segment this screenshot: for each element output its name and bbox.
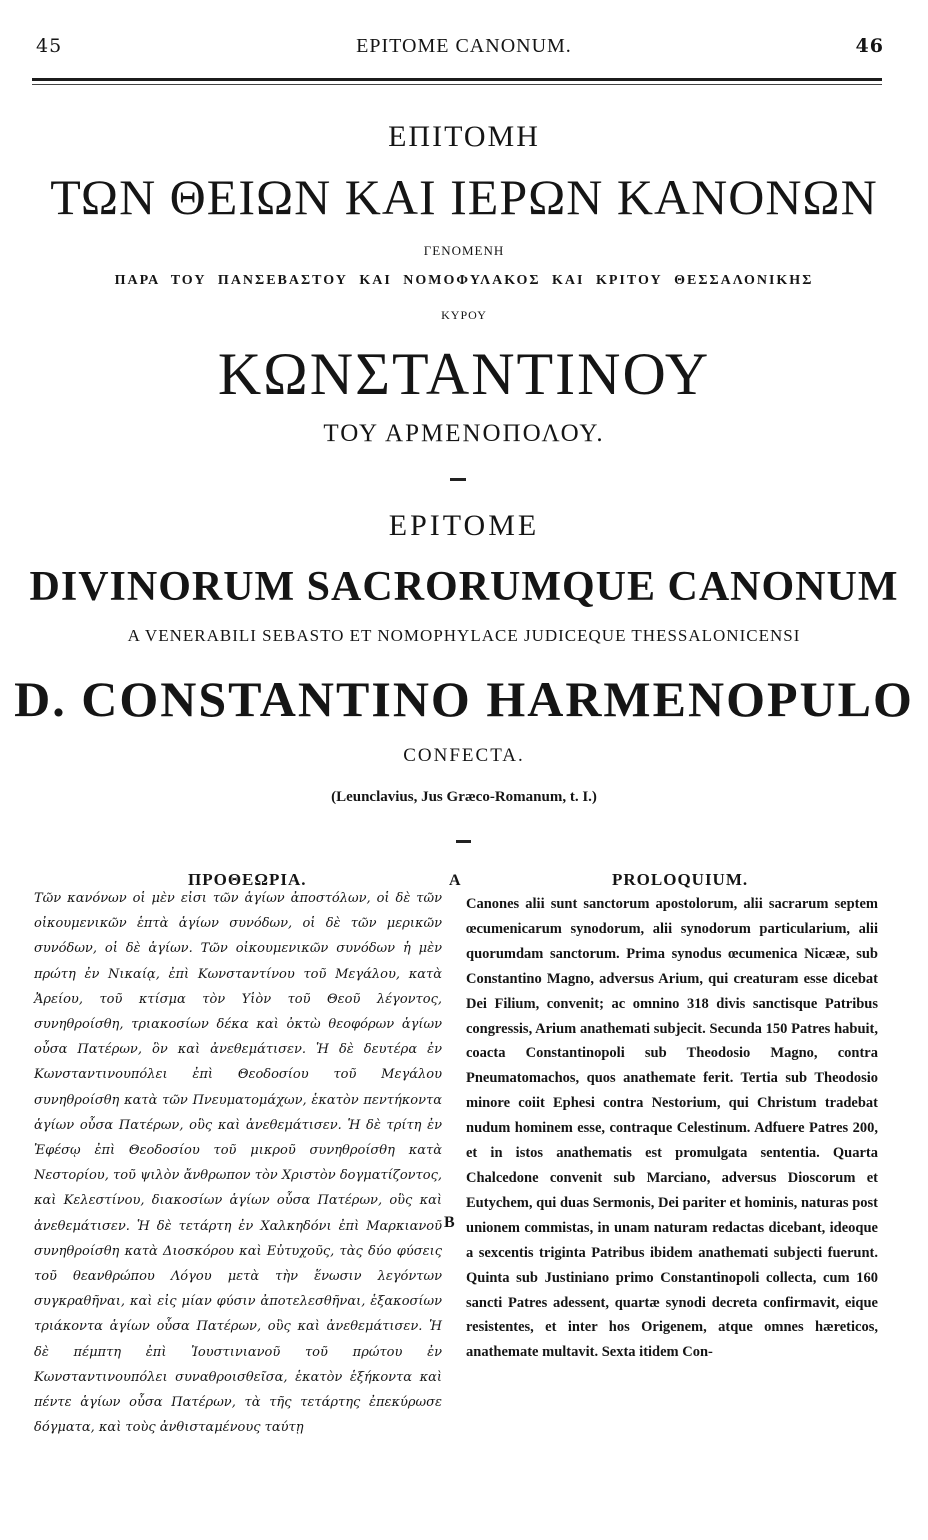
greek-title-main: ΤΩΝ ΘΕΙΩΝ ΚΑΙ ΙΕΡΩΝ ΚΑΝΟΝΩΝ [50,169,878,225]
section-divider [456,840,471,843]
margin-marker-a: A [449,872,461,889]
greek-title-epitome: ΕΠΙΤΟΜΗ [388,120,540,153]
right-page-number: 46 [855,35,884,57]
latin-title-main: DIVINORUM SACRORUMQUE CANONUM [29,564,899,610]
greek-body-text: Τῶν κανόνων οἱ μὲν εἰσι τῶν ἁγίων ἀποστόλων, οἱ δὲ τῶν οἰκουμενικῶν ἑπτὰ ἁγίων συνόδων, οἱ δὲ τῶν μερικῶν συνόδων, οἱ δὲ ἁγίων. Τῶν οἰκουμενικῶν συνόδων ἡ μὲν πρώτη ἐν Νικαίᾳ, ἐπὶ Κωνσταντίνου τοῦ Μεγάλου, κατὰ Ἀρείου, τοῦ κτίσμα τὸν Υἱὸν τοῦ Θεοῦ λέγοντος, συνηθροίσθη, τριακοσίων δέκα καὶ ὀκτὼ θεοφόρων ἁγίων οὖσα Πατέρων, ὃν καὶ ἀνεθεμάτισεν. Ἡ δὲ δευτέρα ἐν Κωνσταντινουπόλει ἐπὶ Θεοδοσίου τοῦ Μεγάλου συνηθροίσθη κατὰ τῶν Πνευματομάχων, ἑκατὸν πεντήκοντα ἁγίων οὖσα Πατέρων, οὓς καὶ ἀνεθεμάτισεν. Ἡ δὲ τρίτη ἐν Ἐφέσῳ ἐπὶ Θεοδοσίου τοῦ μικροῦ συνηθροίσθη κατὰ Νεστορίου, τοῦ ψιλὸν ἄνθρωπον τὸν Χριστὸν δογματίζοντος, καὶ Κελεστίνου, διακοσίων ἁγίων οὖσα Πατέρων, οὓς καὶ ἀνεθεμάτισεν. Ἡ δὲ τετάρτη ἐν Χαλκηδόνι ἐπὶ Μαρκιανοῦ συνηθροίσθη κατὰ Διοσκόρου καὶ Εὐτυχοῦς, τὰς δύο φύσεις τοῦ θεανθρώπου Λόγου μετὰ τὴν ἕνωσιν λεγόντων συγκραθῆναι, καὶ εἰς μίαν φύσιν ἀποτελεσθῆναι, ἑξακοσίων τριάκοντα ἁγίων οὖσα Πατέρων, οὓς καὶ ἀνεθεμάτισεν. Ἡ δὲ πέμπτη ἐπὶ Ἰουστινιανοῦ τοῦ πρώτου ἐν Κωνσταντινουπόλει συναθροισθεῖσα, ἑκατὸν ἑξήκοντα καὶ πέντε ἁγίων οὖσα Πατέρων, τὰ τῆς τετάρτης ἐπεκύρωσε δόγματα, καὶ τοὺς ἀνθισταμένους ταύτῃ [34,891,442,1436]
greek-title-para: ΠΑΡΑ ΤΟΥ ΠΑΝΣΕΒΑΣΤΟΥ ΚΑΙ ΝΟΜΟΦΥΛΑΚΟΣ ΚΑΙ ΚΡΙΤΟΥ ΘΕΣΣΑΛΟΝΙΚΗΣ [114,273,814,288]
greek-title-author: ΚΩΝΣΤΑΝΤΙΝΟΥ [217,341,711,407]
header-rule-thin [32,84,882,85]
greek-title-genomene: ΓΕΝΟΜΕΝΗ [423,243,505,258]
latin-title-confecta: CONFECTA. [403,745,525,766]
latin-title-author: D. CONSTANTINO HARMENOPULO [14,671,914,727]
header-rule [32,78,882,81]
latin-body-text: Canones alii sunt sanctorum apostolorum, alii sacrarum septem œcumenicarum synodorum, alii synodorum particularium, alii quorumdam sanctorum. Prima synodus œcumenica Nicææ, sub Constantino Magno, adversus Arium, qui creaturam esse dicebat Dei Filium, convenit; ac omnino 318 divis sanctisque Patribus congressis, Arium anathemati subjecit. Secunda 150 Patres habuit, coacta Constantinopoli sub Theodosio Magno, contra Pneumatomachos, quos anathemate ferit. Tertia sub Theodosio minore coiit Ephesi contra Nestorium, qui Christum tradebat nudum hominem esse, contraque Celestinum. Adfuere Patres 200, et in istos anathematis est promulgata sententia. Quarta Chalcedone convenit sub Marciano, adversus Dioscorum et Eutychem, qui duas Sermonis, Dei pariter et hominis, naturas post unionem commistas, in unam naturam redactas dicebant, ideoque a sexcentis triginta Patribus ibidem anathemati subjecti fuerunt. Quinta sub Justiniano primo Constantinopoli collecta, cum 160 sancti Patres adessent, quartæ synodi decreta confirmavit, eique resistentes, et inter hos Origenem, atque omnes hæreticos, anathemate multavit. Sexta itidem Con- [466,896,878,1361]
margin-marker-b: B [444,1214,455,1231]
left-page-number: 45 [36,35,63,57]
greek-title-armenopoulou: ΤΟΥ ΑΡΜΕΝΟΠΟΛΟΥ. [323,420,605,447]
latin-title-venerabili: A VENERABILI SEBASTO ET NOMOPHYLACE JUDICEQUE THESSALONICENSI [127,626,801,645]
running-title: EPITOME CANONUM. [356,35,572,57]
greek-title-kyrou: ΚΥΡΟΥ [441,308,487,322]
left-column-heading: ΠΡΟΘΕΩΡΙΑ. [188,870,307,889]
title-divider [450,478,466,481]
source-citation: (Leunclavius, Jus Græco-Romanum, t. I.) [331,789,597,805]
latin-title-epitome: EPITOME [388,509,540,542]
right-column-heading: PROLOQUIUM. [612,870,749,889]
